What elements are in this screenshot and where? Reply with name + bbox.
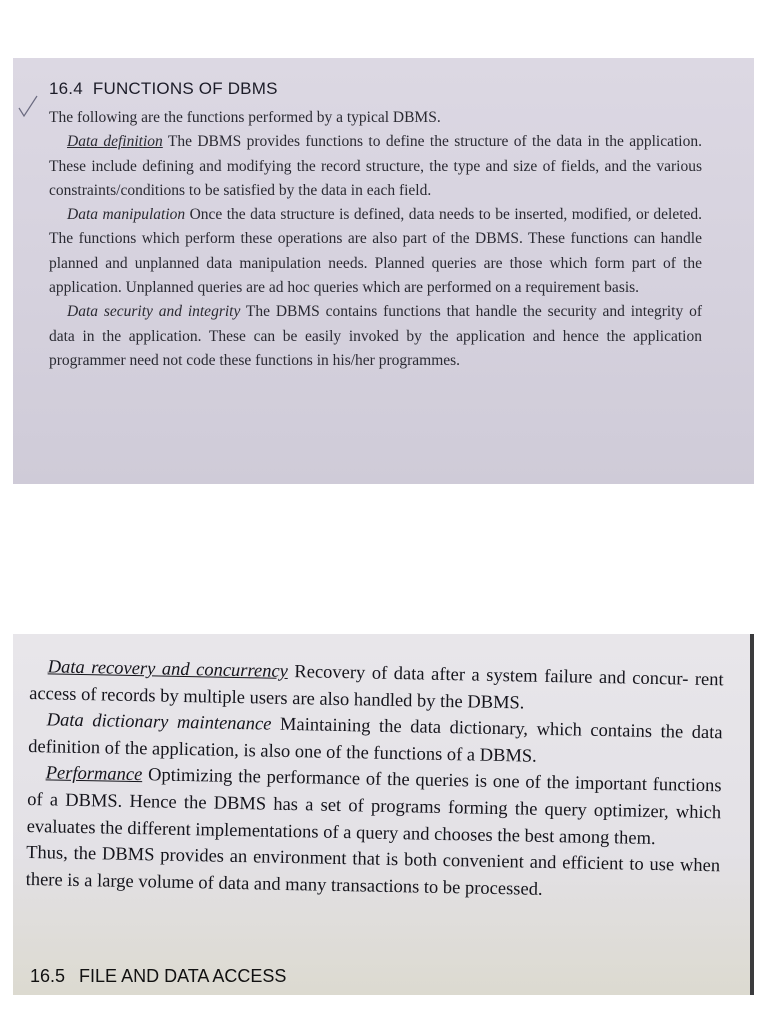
section-number: 16.4 [49, 79, 83, 98]
run-in-heading: Performance [45, 763, 143, 786]
paragraph-text: The DBMS contains functions that handle the security and integrity of data in the application. These can be easily invoked by the application and hence the application programmer need not code these functions in his/her programmes. [49, 303, 702, 369]
next-section-number: 16.5 [30, 966, 66, 986]
closing-paragraph: Thus, the DBMS provides an environment that is both convenient and efficient to use when there is a large volume of data and many transactions to be processed. [25, 843, 721, 900]
checkmark-annotation [17, 94, 39, 118]
bottom-page-text [25, 654, 723, 907]
next-section-title: FILE AND DATA ACCESS [79, 966, 287, 986]
run-in-heading: Data manipulation [67, 206, 186, 224]
section-heading [49, 78, 702, 100]
run-in-heading: Data dictionary maintenance [46, 710, 272, 735]
paragraph-data-manipulation [49, 203, 702, 300]
top-page-photo [13, 58, 754, 484]
paragraph-text: The DBMS provides functions to define the structure of the data in the application. These include defining and modifying the record structure, the type and size of fields, and the various constraints/conditions to be satisfied by the data in each field. [49, 133, 702, 199]
paragraph-data-definition [49, 130, 702, 203]
run-in-heading: Data security and integrity [67, 303, 241, 321]
run-in-heading: Data definition [67, 133, 163, 151]
bottom-page-photo [13, 634, 754, 995]
paragraph-text: Maintaining the data dictionary, which contains the data definition of the application, is also one of the functions of a DBMS. [28, 714, 723, 767]
section-title: FUNCTIONS OF DBMS [92, 79, 278, 98]
paragraph-performance [26, 760, 721, 853]
intro-paragraph: The following are the functions performed by a typical DBMS. [49, 109, 441, 126]
next-section-heading [30, 963, 286, 990]
paragraph-data-security [49, 300, 702, 373]
run-in-heading: Data recovery and concurrency [47, 657, 289, 682]
paragraph-text: Optimizing the performance of the queries is one of the important functions of a DBMS. Hence the DBMS has a set of programs forming the query optimizer, which evaluates the different implementations of a query and chooses the best among them. [26, 765, 722, 849]
paragraph-text: Recovery of data after a system failure and concur- rent access of records by multiple users are also handled by the DBMS. [29, 661, 724, 714]
paragraph-text: Once the data structure is defined, data needs to be inserted, modified, or deleted. The functions which perform these operations are also part of the DBMS. These functions can handle planned and unplanned data manipulation needs. Planned queries are those which form part of the application. Unplanned queries are ad hoc queries which are performed on a requirement basis. [49, 206, 703, 297]
